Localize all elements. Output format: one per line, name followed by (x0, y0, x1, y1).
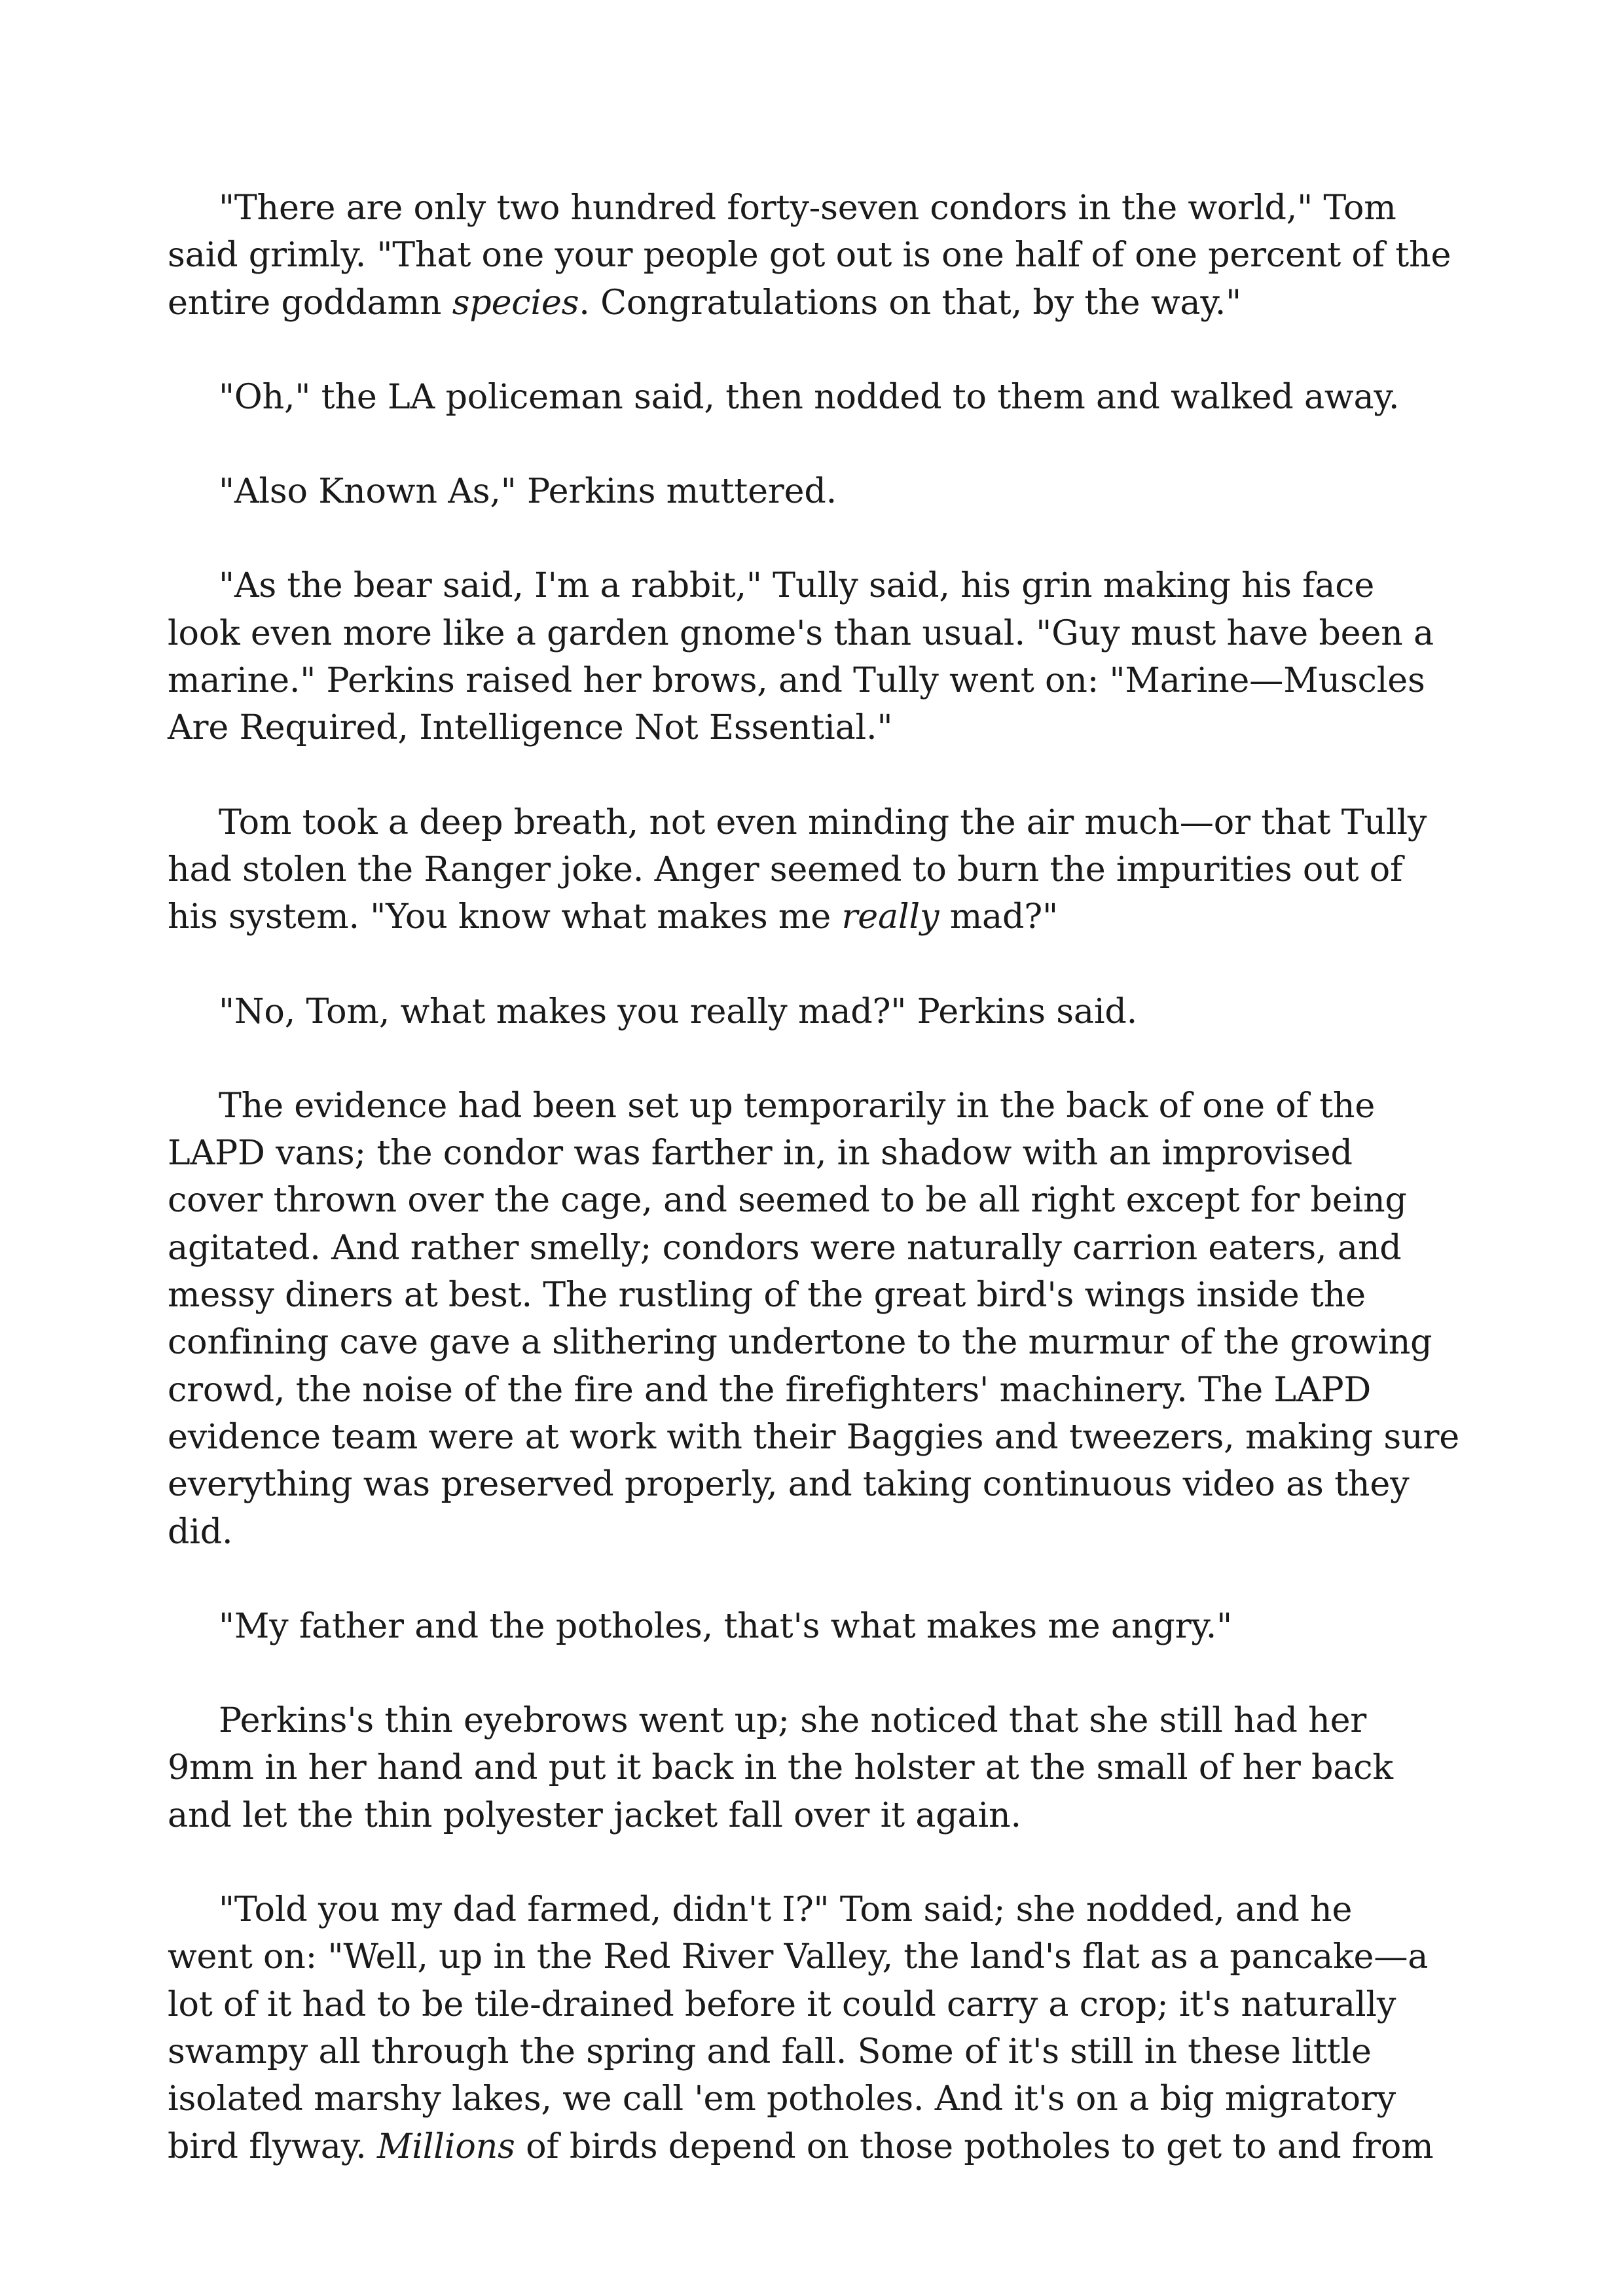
text-run: evidence team were at work with their Baggies and tweezers, making sure (168, 1416, 1459, 1457)
paragraph (168, 1886, 1467, 2170)
text-line (168, 657, 1467, 704)
text-run: mad?" (939, 897, 1058, 937)
text-line (168, 1933, 1467, 1981)
text-line (168, 1083, 1467, 1130)
paragraph (168, 1603, 1467, 1650)
text-line (168, 232, 1467, 279)
text-line (168, 1225, 1467, 1272)
italic-text: really (841, 897, 939, 937)
text-run: lot of it had to be tile-drained before it could carry a crop; it's naturally (168, 1984, 1396, 2024)
paragraph (168, 374, 1467, 421)
text-line (168, 1697, 1467, 1744)
text-run: had stolen the Ranger joke. Anger seemed to burn the impurities out of (168, 849, 1403, 889)
text-run: of birds depend on those potholes to get to and from (515, 2126, 1434, 2166)
paragraph (168, 185, 1467, 327)
text-line (168, 1603, 1467, 1650)
book-page (168, 185, 1467, 2217)
text-line (168, 1981, 1467, 2028)
text-line (168, 1414, 1467, 1461)
text-line (168, 1509, 1467, 1556)
text-line (168, 1367, 1467, 1414)
paragraph (168, 562, 1467, 751)
text-run: "Oh," the LA policeman said, then nodded to them and walked away. (219, 376, 1400, 417)
text-run: "Told you my dad farmed, didn't I?" Tom said; she nodded, and he (219, 1890, 1353, 1930)
text-line (168, 1272, 1467, 1319)
text-line (168, 846, 1467, 893)
text-run: "There are only two hundred forty-seven condors in the world," Tom (219, 188, 1396, 228)
text-run: "My father and the potholes, that's what makes me angry." (219, 1605, 1233, 1646)
text-line (168, 279, 1467, 327)
text-run: "No, Tom, what makes you really mad?" Perkins said. (219, 991, 1138, 1031)
text-run: confining cave gave a slithering undertone to the murmur of the growing (168, 1322, 1432, 1363)
paragraph (168, 1697, 1467, 1839)
text-line (168, 1744, 1467, 1791)
text-run: . Congratulations on that, by the way." (579, 282, 1241, 323)
paragraph (168, 988, 1467, 1035)
text-run: marine." Perkins raised her brows, and Tully went on: "Marine—Muscles (168, 660, 1425, 701)
text-run: isolated marshy lakes, we call 'em potholes. And it's on a big migratory (168, 2079, 1396, 2119)
text-run: "Also Known As," Perkins muttered. (219, 471, 837, 512)
text-run: said grimly. "That one your people got out is one half of one percent of the (168, 235, 1451, 276)
text-run: bird flyway. (168, 2126, 377, 2166)
text-line (168, 1886, 1467, 1933)
text-run: everything was preserved properly, and taking continuous video as they (168, 1464, 1410, 1505)
italic-text: species (452, 282, 579, 323)
text-run: went on: "Well, up in the Red River Valley, the land's flat as a pancake—a (168, 1937, 1429, 1977)
text-line (168, 1130, 1467, 1177)
text-run: did. (168, 1511, 233, 1552)
text-line (168, 610, 1467, 657)
text-line (168, 562, 1467, 609)
text-run: his system. "You know what makes me (168, 897, 842, 937)
text-line (168, 2123, 1467, 2170)
text-run: messy diners at best. The rustling of the great bird's wings inside the (168, 1275, 1366, 1316)
paragraph (168, 468, 1467, 515)
text-run: crowd, the noise of the fire and the firefighters' machinery. The LAPD (168, 1369, 1372, 1410)
text-run: entire goddamn (168, 282, 452, 323)
text-run: Perkins's thin eyebrows went up; she noticed that she still had her (219, 1700, 1367, 1741)
text-line (168, 2075, 1467, 2123)
text-run: swampy all through the spring and fall. Some of it's still in these little (168, 2031, 1372, 2072)
text-run: agitated. And rather smelly; condors were naturally carrion eaters, and (168, 1227, 1402, 1268)
text-run: The evidence had been set up temporarily in the back of one of the (219, 1085, 1376, 1126)
text-line (168, 988, 1467, 1035)
text-run: and let the thin polyester jacket fall over it again. (168, 1795, 1021, 1835)
text-line (168, 893, 1467, 941)
paragraph (168, 1083, 1467, 1556)
italic-text: Millions (376, 2126, 515, 2166)
text-run: look even more like a garden gnome's than usual. "Guy must have been a (168, 613, 1434, 653)
text-line (168, 1319, 1467, 1366)
text-run: Are Required, Intelligence Not Essential." (168, 708, 893, 748)
text-line (168, 468, 1467, 515)
text-line (168, 1461, 1467, 1508)
text-run: LAPD vans; the condor was farther in, in shadow with an improvised (168, 1133, 1353, 1174)
text-run: Tom took a deep breath, not even minding the air much—or that Tully (219, 802, 1427, 842)
paragraph (168, 799, 1467, 941)
text-line (168, 1177, 1467, 1224)
text-line (168, 374, 1467, 421)
text-line (168, 704, 1467, 751)
text-line (168, 799, 1467, 846)
text-line (168, 2028, 1467, 2075)
text-run: cover thrown over the cage, and seemed to be all right except for being (168, 1180, 1407, 1221)
text-line (168, 185, 1467, 232)
text-line (168, 1792, 1467, 1839)
text-run: 9mm in her hand and put it back in the holster at the small of her back (168, 1748, 1393, 1788)
text-run: "As the bear said, I'm a rabbit," Tully said, his grin making his face (219, 565, 1375, 606)
